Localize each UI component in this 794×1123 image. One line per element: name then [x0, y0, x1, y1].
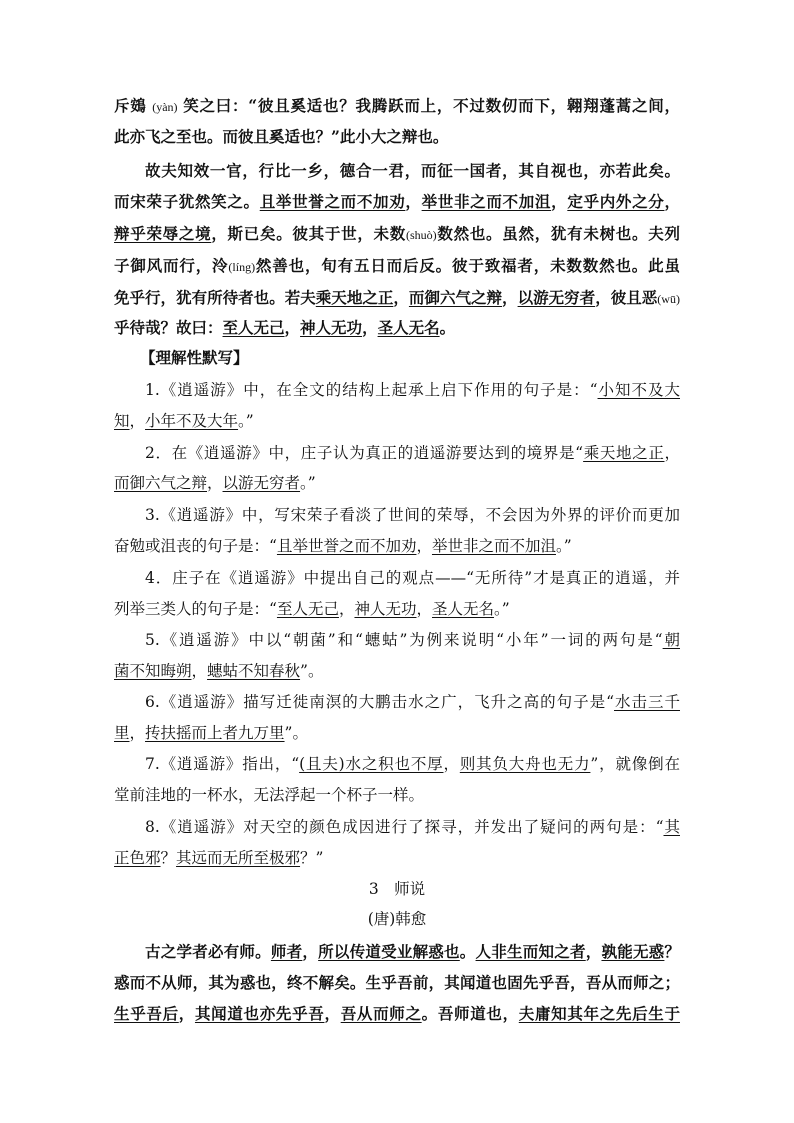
answer: 其远而无所至极邪 — [176, 849, 301, 867]
section-title — [140, 346, 249, 370]
passage1-line-4 — [114, 190, 680, 214]
text: 故夫知效一官，行比一乡，德合一君，而征一国者，其自视也，亦若此矣。 — [145, 161, 680, 180]
text: ， — [362, 318, 378, 337]
text: 。吾师道也， — [421, 1004, 519, 1023]
text: 乎待哉？故曰： — [114, 318, 223, 337]
answer: 而御六气之辩 — [114, 474, 208, 492]
underlined-text: 而御六气之辩 — [408, 288, 503, 307]
underlined-text: 辩乎荣辱之境 — [114, 224, 212, 243]
answer: 乘天地之正 — [583, 444, 665, 462]
text: 6.《逍遥游》描写迁徙南溟的大鹏击水之广，飞升之高的句子是“ — [145, 693, 615, 711]
text: 然善也，旬有五日而后反。彼于致福者，未数数然也。此虽 — [255, 256, 680, 275]
underlined-text: 夫庸知其年之先后生于 — [518, 1004, 680, 1023]
answer: 水击三千 — [614, 693, 680, 711]
underlined-text: 至人无己 — [222, 318, 285, 337]
question-1-line-2 — [114, 409, 254, 433]
text: ”。 — [284, 724, 308, 742]
passage2-line-2 — [114, 971, 680, 995]
pinyin: (yàn) — [152, 100, 178, 114]
passage1-line-1 — [114, 94, 680, 118]
text: ， — [664, 192, 680, 211]
answer: 神人无功 — [354, 600, 417, 618]
text: ， — [324, 1004, 341, 1023]
passage1-line-8 — [114, 316, 455, 340]
text: 堂前洼地的一杯水，无法浮起一个杯子一样。 — [114, 786, 425, 804]
answer: 圣人无名 — [432, 600, 495, 618]
text: 。 — [459, 942, 476, 961]
question-4-line-1 — [145, 566, 680, 590]
underlined-text: 生乎吾后 — [114, 1004, 179, 1023]
question-6-line-2 — [114, 721, 308, 745]
text: ”。 — [300, 662, 324, 680]
answer: 小知不及大 — [597, 381, 680, 399]
answer: 抟扶摇而上者九万里 — [145, 724, 285, 742]
text: 5.《逍遥游》中以“朝菌”和“蟪蛄”为例来说明“小年”一词的两句是“ — [145, 631, 663, 649]
underlined-text: 乘天地之正 — [315, 288, 394, 307]
passage1-line-5 — [114, 222, 680, 246]
text: ， — [585, 942, 602, 961]
text: ， — [393, 288, 409, 307]
question-5-line-1 — [145, 628, 680, 652]
text: 1.《逍遥游》中，在全文的结构上起承上启下作用的句子是：“ — [145, 381, 598, 399]
text: 列举三类人的句子是：“ — [114, 600, 277, 618]
question-7-line-1 — [145, 752, 680, 776]
pinyin: (líng) — [228, 260, 256, 274]
underlined-text: 且举世誉之而不加劝 — [259, 192, 406, 211]
question-8-line-2 — [114, 846, 323, 870]
passage1-line-2 — [114, 125, 448, 149]
text: ？ — [664, 942, 680, 961]
underlined-text: 其闻道也亦先乎吾 — [194, 1004, 325, 1023]
answer: (且夫)水之积也不厚 — [299, 755, 444, 773]
text: ， — [207, 474, 223, 492]
text: 。” — [238, 412, 254, 430]
underlined-text: 所以传道受业解惑也 — [318, 942, 460, 961]
question-8-line-1 — [145, 815, 680, 839]
question-5-line-2 — [114, 659, 323, 683]
text: ， — [302, 942, 319, 961]
text: 免乎行，犹有所待者也。若夫 — [114, 288, 316, 307]
text: 数然也。虽然，犹有未树也。夫列 — [436, 224, 680, 243]
question-1-line-1 — [145, 378, 680, 402]
underlined-text: 定乎内外之分 — [567, 192, 665, 211]
underlined-text: 孰能无惑 — [601, 942, 665, 961]
question-4-line-2 — [114, 597, 510, 621]
answer: 知 — [114, 412, 130, 430]
text: 。” — [555, 537, 572, 555]
text: ， — [502, 288, 518, 307]
text: 惑而不从师，其为惑也，终不解矣。生乎吾前，其闻道也固先乎吾，吾从而师之； — [114, 973, 680, 992]
underlined-text: 以游无穷者 — [517, 288, 596, 307]
text: ， — [405, 192, 422, 211]
answer: 以游无穷者 — [222, 474, 301, 492]
answer: 蟪蛄不知春秋 — [207, 662, 301, 680]
underlined-text: 吾从而师之 — [340, 1004, 422, 1023]
pinyin: (shuò) — [405, 228, 437, 242]
answer: 举世非之而不加沮 — [431, 537, 556, 555]
text: ， — [416, 600, 432, 618]
text: ？ — [160, 849, 177, 867]
text: ”，就像倒在 — [590, 755, 680, 773]
text: ， — [443, 755, 460, 773]
answer: 里 — [114, 724, 130, 742]
text: ，斯已矣。彼其于世，未数 — [211, 224, 406, 243]
pinyin: (wū) — [657, 292, 680, 306]
text: 。 — [439, 318, 456, 337]
text: ， — [338, 600, 355, 618]
text: ， — [129, 412, 146, 430]
text: 斥鴳 — [114, 96, 147, 115]
passage1-line-7 — [114, 286, 680, 310]
underlined-text: 举世非之而不加沮 — [421, 192, 552, 211]
text: ， — [664, 444, 680, 462]
lesson-author-text: (唐)韩愈 — [367, 910, 427, 928]
question-3-line-1 — [145, 503, 680, 527]
passage1-line-3 — [145, 159, 680, 183]
text: 7.《逍遥游》指出，“ — [145, 755, 300, 773]
text: 3.《逍遥游》中，写宋荣子看淡了世间的荣辱，不会因为外界的评价而更加 — [145, 506, 680, 524]
passage1-line-6 — [114, 254, 680, 278]
text: 。” — [300, 474, 316, 492]
text: ？” — [300, 849, 324, 867]
passage2-line-1 — [145, 940, 680, 964]
answer: 正色邪 — [114, 849, 161, 867]
text: 笑之曰：“彼且奚适也？我腾跃而上，不过数仞而下，翱翔蓬蒿之间， — [183, 96, 681, 115]
text: 8.《逍遥游》对天空的颜色成因进行了探寻，并发出了疑问的两句是：“ — [145, 818, 664, 836]
passage2-line-3 — [114, 1002, 680, 1026]
answer: 朝 — [662, 631, 680, 649]
section-title-text: 【理解性默写】 — [140, 348, 249, 367]
underlined-text: 神人无功 — [300, 318, 363, 337]
answer: 其 — [663, 818, 680, 836]
lesson-author — [114, 907, 680, 931]
text: ， — [129, 724, 146, 742]
answer: 且举世誉之而不加劝 — [276, 537, 417, 555]
text: 4．庄子在《逍遥游》中提出自己的观点——“无所待”才是真正的逍遥，并 — [145, 569, 680, 587]
text: 古之学者必有师。 — [145, 942, 271, 961]
text: ， — [178, 1004, 195, 1023]
answer: 菌不知晦朔 — [114, 662, 192, 680]
lesson-title-text: 3 师说 — [368, 880, 426, 898]
underlined-text: 圣人无名 — [377, 318, 440, 337]
text: 而宋荣子犹然笑之。 — [114, 192, 260, 211]
answer: 则其负大舟也无力 — [459, 755, 591, 773]
text: 。” — [494, 600, 510, 618]
underlined-text: 人非生而知之者 — [475, 942, 586, 961]
text: ，彼且恶 — [595, 288, 658, 307]
answer: 小年不及大年 — [145, 412, 239, 430]
text: ， — [416, 537, 432, 555]
text: ， — [191, 662, 208, 680]
text: 子御风而行，泠 — [114, 256, 229, 275]
text: 此亦飞之至也。而彼且奚适也？”此小大之辩也。 — [114, 127, 449, 146]
text: ， — [551, 192, 568, 211]
text: 2．在《逍遥游》中，庄子认为真正的逍遥游要达到的境界是“ — [145, 444, 584, 462]
text: 奋勉或沮丧的句子是：“ — [114, 537, 277, 555]
question-7-line-2 — [114, 783, 424, 807]
lesson-title — [114, 877, 680, 901]
question-2-line-2 — [114, 471, 316, 495]
underlined-text: 师者 — [270, 942, 303, 961]
question-2-line-1 — [145, 441, 680, 465]
text: ， — [284, 318, 301, 337]
question-6-line-1 — [145, 690, 680, 714]
question-3-line-2 — [114, 534, 572, 558]
answer: 至人无己 — [276, 600, 339, 618]
